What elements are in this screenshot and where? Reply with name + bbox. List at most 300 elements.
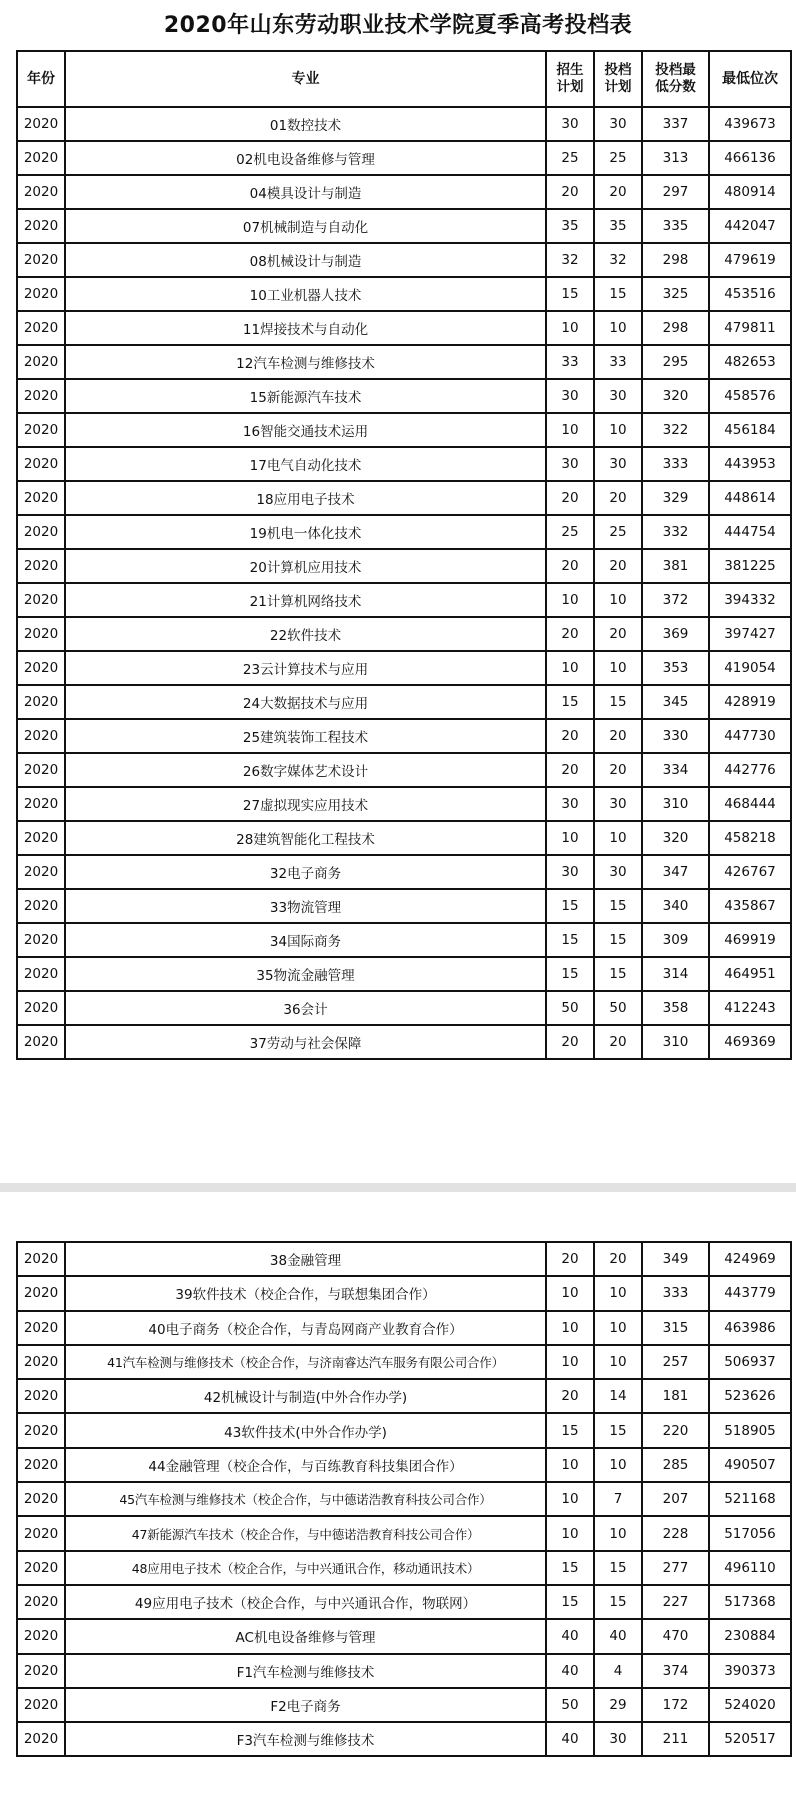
cell-plan-submit: 10 <box>594 1345 642 1379</box>
cell-min-rank: 419054 <box>709 651 791 685</box>
page-title: 2020年山东劳动职业技术学院夏季高考投档表 <box>163 13 633 38</box>
cell-major: 08机械设计与制造 <box>65 243 546 277</box>
cell-year: 2020 <box>17 277 65 311</box>
header-major: 专业 <box>65 51 546 107</box>
cell-min-rank: 442776 <box>709 753 791 787</box>
cell-major: 02机电设备维修与管理 <box>65 141 546 175</box>
table-row <box>17 685 791 719</box>
cell-min-score: 320 <box>642 379 709 413</box>
cell-plan-submit: 15 <box>594 923 642 957</box>
cell-major: 11焊接技术与自动化 <box>65 311 546 345</box>
cell-plan-enroll: 40 <box>546 1654 594 1688</box>
cell-plan-enroll: 10 <box>546 1276 594 1310</box>
header-min-score-line1: 投档最 <box>655 62 696 78</box>
cell-major: 16智能交通技术运用 <box>65 413 546 447</box>
table-row <box>17 175 791 209</box>
cell-plan-enroll: 20 <box>546 549 594 583</box>
cell-year: 2020 <box>17 821 65 855</box>
cell-plan-enroll: 30 <box>546 107 594 141</box>
cell-min-score: 332 <box>642 515 709 549</box>
cell-plan-submit: 33 <box>594 345 642 379</box>
cell-min-score: 340 <box>642 889 709 923</box>
cell-min-rank: 517056 <box>709 1516 791 1550</box>
cell-year: 2020 <box>17 141 65 175</box>
cell-year: 2020 <box>17 719 65 753</box>
cell-major: 23云计算技术与应用 <box>65 651 546 685</box>
cell-min-score: 330 <box>642 719 709 753</box>
cell-year: 2020 <box>17 1413 65 1447</box>
table-row <box>17 1276 791 1310</box>
cell-min-score: 257 <box>642 1345 709 1379</box>
cell-plan-submit: 10 <box>594 413 642 447</box>
table-row <box>17 821 791 855</box>
cell-plan-submit: 20 <box>594 1242 642 1276</box>
cell-min-score: 372 <box>642 583 709 617</box>
cell-min-score: 345 <box>642 685 709 719</box>
cell-major: 12汽车检测与维修技术 <box>65 345 546 379</box>
cell-plan-enroll: 20 <box>546 1025 594 1059</box>
table-row <box>17 1619 791 1653</box>
cell-plan-enroll: 50 <box>546 1688 594 1722</box>
cell-min-score: 298 <box>642 311 709 345</box>
cell-min-rank: 479811 <box>709 311 791 345</box>
cell-year: 2020 <box>17 447 65 481</box>
table-row <box>17 1448 791 1482</box>
table-row <box>17 1242 791 1276</box>
cell-year: 2020 <box>17 345 65 379</box>
cell-plan-enroll: 15 <box>546 277 594 311</box>
cell-major: F1汽车检测与维修技术 <box>65 1654 546 1688</box>
cell-year: 2020 <box>17 583 65 617</box>
cell-year: 2020 <box>17 889 65 923</box>
cell-min-rank: 424969 <box>709 1242 791 1276</box>
cell-major: 01数控技术 <box>65 107 546 141</box>
table-row <box>17 1345 791 1379</box>
cell-min-rank: 490507 <box>709 1448 791 1482</box>
cell-major: 36会计 <box>65 991 546 1025</box>
cell-plan-submit: 25 <box>594 141 642 175</box>
cell-year: 2020 <box>17 1619 65 1653</box>
cell-year: 2020 <box>17 107 65 141</box>
table-row <box>17 583 791 617</box>
cell-min-score: 347 <box>642 855 709 889</box>
cell-min-score: 309 <box>642 923 709 957</box>
cell-major: 33物流管理 <box>65 889 546 923</box>
cell-plan-submit: 15 <box>594 957 642 991</box>
table-row <box>17 549 791 583</box>
table-header-row <box>17 51 791 107</box>
cell-major: 45汽车检测与维修技术（校企合作，与中德诺浩教育科技公司合作） <box>65 1482 546 1516</box>
cell-min-score: 334 <box>642 753 709 787</box>
cell-min-score: 335 <box>642 209 709 243</box>
cell-year: 2020 <box>17 855 65 889</box>
cell-plan-submit: 15 <box>594 685 642 719</box>
page-separator <box>0 1183 796 1192</box>
cell-plan-submit: 20 <box>594 753 642 787</box>
cell-plan-submit: 40 <box>594 1619 642 1653</box>
cell-min-score: 358 <box>642 991 709 1025</box>
cell-plan-enroll: 15 <box>546 685 594 719</box>
cell-min-score: 325 <box>642 277 709 311</box>
header-plan-submit-line2: 计划 <box>604 79 632 95</box>
header-year: 年份 <box>17 51 65 107</box>
cell-year: 2020 <box>17 923 65 957</box>
cell-min-rank: 463986 <box>709 1311 791 1345</box>
cell-year: 2020 <box>17 243 65 277</box>
cell-min-rank: 381225 <box>709 549 791 583</box>
cell-plan-submit: 20 <box>594 481 642 515</box>
header-min-score <box>642 51 709 107</box>
header-plan-submit <box>594 51 642 107</box>
cell-plan-enroll: 10 <box>546 1345 594 1379</box>
table-body-page-1 <box>17 107 791 1059</box>
cell-plan-submit: 20 <box>594 617 642 651</box>
cell-major: 38金融管理 <box>65 1242 546 1276</box>
cell-min-score: 298 <box>642 243 709 277</box>
table-row <box>17 753 791 787</box>
cell-year: 2020 <box>17 1379 65 1413</box>
cell-plan-submit: 29 <box>594 1688 642 1722</box>
table-row <box>17 413 791 447</box>
cell-plan-enroll: 40 <box>546 1722 594 1756</box>
cell-year: 2020 <box>17 1276 65 1310</box>
header-min-rank: 最低位次 <box>709 51 791 107</box>
cell-plan-enroll: 15 <box>546 1413 594 1447</box>
cell-min-rank: 523626 <box>709 1379 791 1413</box>
table-row <box>17 889 791 923</box>
cell-major: 44金融管理（校企合作，与百练教育科技集团合作） <box>65 1448 546 1482</box>
cell-major: 43软件技术(中外合作办学) <box>65 1413 546 1447</box>
table-row <box>17 855 791 889</box>
cell-plan-enroll: 10 <box>546 583 594 617</box>
cell-plan-submit: 20 <box>594 719 642 753</box>
cell-year: 2020 <box>17 175 65 209</box>
cell-year: 2020 <box>17 753 65 787</box>
table-row <box>17 1551 791 1585</box>
cell-major: 48应用电子技术（校企合作，与中兴通讯合作，移动通讯技术） <box>65 1551 546 1585</box>
cell-year: 2020 <box>17 651 65 685</box>
cell-major: 47新能源汽车技术（校企合作，与中德诺浩教育科技公司合作） <box>65 1516 546 1550</box>
table-row <box>17 991 791 1025</box>
cell-year: 2020 <box>17 311 65 345</box>
cell-major: 37劳动与社会保障 <box>65 1025 546 1059</box>
cell-plan-enroll: 30 <box>546 787 594 821</box>
cell-major: 35物流金融管理 <box>65 957 546 991</box>
table-row <box>17 1413 791 1447</box>
cell-year: 2020 <box>17 549 65 583</box>
cell-plan-enroll: 20 <box>546 617 594 651</box>
cell-major: F2电子商务 <box>65 1688 546 1722</box>
cell-min-score: 329 <box>642 481 709 515</box>
cell-year: 2020 <box>17 1242 65 1276</box>
cell-min-rank: 479619 <box>709 243 791 277</box>
cell-min-rank: 426767 <box>709 855 791 889</box>
cell-plan-submit: 15 <box>594 889 642 923</box>
cell-min-rank: 428919 <box>709 685 791 719</box>
cell-plan-enroll: 50 <box>546 991 594 1025</box>
cell-plan-enroll: 10 <box>546 651 594 685</box>
admission-table-page-2 <box>16 1241 792 1757</box>
cell-min-score: 227 <box>642 1585 709 1619</box>
table-row <box>17 141 791 175</box>
table-row <box>17 1516 791 1550</box>
table-row <box>17 379 791 413</box>
cell-min-score: 333 <box>642 447 709 481</box>
table-row <box>17 1722 791 1756</box>
cell-major: 04模具设计与制造 <box>65 175 546 209</box>
cell-min-rank: 439673 <box>709 107 791 141</box>
cell-min-rank: 443953 <box>709 447 791 481</box>
table-row <box>17 1688 791 1722</box>
cell-year: 2020 <box>17 685 65 719</box>
cell-plan-submit: 15 <box>594 1585 642 1619</box>
cell-major: 25建筑装饰工程技术 <box>65 719 546 753</box>
cell-min-rank: 435867 <box>709 889 791 923</box>
cell-min-rank: 468444 <box>709 787 791 821</box>
cell-year: 2020 <box>17 991 65 1025</box>
cell-major: 19机电一体化技术 <box>65 515 546 549</box>
table-row <box>17 957 791 991</box>
cell-min-rank: 466136 <box>709 141 791 175</box>
cell-min-score: 313 <box>642 141 709 175</box>
cell-plan-enroll: 33 <box>546 345 594 379</box>
cell-min-score: 333 <box>642 1276 709 1310</box>
cell-plan-enroll: 15 <box>546 1585 594 1619</box>
table-row <box>17 1025 791 1059</box>
cell-plan-enroll: 10 <box>546 413 594 447</box>
cell-plan-enroll: 15 <box>546 957 594 991</box>
cell-year: 2020 <box>17 787 65 821</box>
table-row <box>17 447 791 481</box>
cell-min-score: 211 <box>642 1722 709 1756</box>
cell-min-score: 337 <box>642 107 709 141</box>
cell-min-score: 228 <box>642 1516 709 1550</box>
cell-plan-submit: 10 <box>594 311 642 345</box>
table-row <box>17 1311 791 1345</box>
table-row <box>17 787 791 821</box>
cell-min-rank: 496110 <box>709 1551 791 1585</box>
cell-min-rank: 456184 <box>709 413 791 447</box>
cell-min-rank: 453516 <box>709 277 791 311</box>
cell-min-score: 349 <box>642 1242 709 1276</box>
cell-plan-enroll: 20 <box>546 719 594 753</box>
cell-plan-enroll: 20 <box>546 753 594 787</box>
cell-plan-enroll: 30 <box>546 855 594 889</box>
cell-major: 34国际商务 <box>65 923 546 957</box>
cell-min-score: 381 <box>642 549 709 583</box>
cell-min-score: 320 <box>642 821 709 855</box>
cell-year: 2020 <box>17 1654 65 1688</box>
cell-plan-submit: 20 <box>594 1025 642 1059</box>
cell-min-rank: 480914 <box>709 175 791 209</box>
cell-plan-submit: 30 <box>594 107 642 141</box>
cell-major: 32电子商务 <box>65 855 546 889</box>
cell-min-rank: 394332 <box>709 583 791 617</box>
cell-min-rank: 447730 <box>709 719 791 753</box>
cell-year: 2020 <box>17 957 65 991</box>
cell-min-score: 470 <box>642 1619 709 1653</box>
cell-major: 40电子商务（校企合作，与青岛网商产业教育合作） <box>65 1311 546 1345</box>
cell-plan-enroll: 30 <box>546 447 594 481</box>
cell-min-rank: 517368 <box>709 1585 791 1619</box>
cell-major: 17电气自动化技术 <box>65 447 546 481</box>
header-plan-enroll <box>546 51 594 107</box>
cell-min-rank: 442047 <box>709 209 791 243</box>
cell-min-score: 310 <box>642 1025 709 1059</box>
cell-min-score: 285 <box>642 1448 709 1482</box>
cell-min-score: 295 <box>642 345 709 379</box>
cell-major: 15新能源汽车技术 <box>65 379 546 413</box>
cell-plan-enroll: 15 <box>546 889 594 923</box>
cell-min-rank: 458218 <box>709 821 791 855</box>
cell-min-score: 314 <box>642 957 709 991</box>
cell-plan-enroll: 20 <box>546 175 594 209</box>
table-row <box>17 1585 791 1619</box>
cell-min-rank: 518905 <box>709 1413 791 1447</box>
cell-major: AC机电设备维修与管理 <box>65 1619 546 1653</box>
cell-plan-enroll: 25 <box>546 141 594 175</box>
cell-plan-enroll: 20 <box>546 481 594 515</box>
cell-year: 2020 <box>17 1025 65 1059</box>
table-row <box>17 1482 791 1516</box>
cell-min-score: 220 <box>642 1413 709 1447</box>
cell-plan-submit: 20 <box>594 549 642 583</box>
cell-plan-submit: 15 <box>594 277 642 311</box>
cell-min-rank: 469369 <box>709 1025 791 1059</box>
cell-major: 24大数据技术与应用 <box>65 685 546 719</box>
cell-plan-submit: 50 <box>594 991 642 1025</box>
cell-min-score: 277 <box>642 1551 709 1585</box>
cell-year: 2020 <box>17 1722 65 1756</box>
cell-plan-submit: 35 <box>594 209 642 243</box>
cell-plan-enroll: 10 <box>546 1516 594 1550</box>
cell-plan-submit: 10 <box>594 1276 642 1310</box>
header-plan-submit-line1: 投档 <box>604 62 632 78</box>
cell-plan-enroll: 30 <box>546 379 594 413</box>
table-row <box>17 209 791 243</box>
table-row <box>17 651 791 685</box>
cell-major: F3汽车检测与维修技术 <box>65 1722 546 1756</box>
cell-year: 2020 <box>17 1345 65 1379</box>
cell-min-rank: 230884 <box>709 1619 791 1653</box>
cell-plan-submit: 7 <box>594 1482 642 1516</box>
cell-min-score: 172 <box>642 1688 709 1722</box>
cell-year: 2020 <box>17 379 65 413</box>
cell-min-score: 297 <box>642 175 709 209</box>
cell-plan-submit: 10 <box>594 583 642 617</box>
cell-plan-submit: 30 <box>594 787 642 821</box>
table-row <box>17 617 791 651</box>
table-row <box>17 923 791 957</box>
table-row <box>17 481 791 515</box>
cell-plan-submit: 14 <box>594 1379 642 1413</box>
table-row <box>17 719 791 753</box>
cell-plan-submit: 10 <box>594 651 642 685</box>
cell-year: 2020 <box>17 1688 65 1722</box>
cell-plan-enroll: 10 <box>546 1448 594 1482</box>
cell-min-rank: 506937 <box>709 1345 791 1379</box>
cell-plan-enroll: 20 <box>546 1242 594 1276</box>
cell-year: 2020 <box>17 1585 65 1619</box>
cell-major: 10工业机器人技术 <box>65 277 546 311</box>
admission-table-page-1 <box>16 50 792 1060</box>
cell-min-score: 310 <box>642 787 709 821</box>
cell-plan-enroll: 10 <box>546 311 594 345</box>
table-row <box>17 1379 791 1413</box>
table-row <box>17 277 791 311</box>
cell-min-score: 374 <box>642 1654 709 1688</box>
cell-year: 2020 <box>17 515 65 549</box>
cell-min-score: 207 <box>642 1482 709 1516</box>
cell-plan-enroll: 15 <box>546 1551 594 1585</box>
cell-major: 07机械制造与自动化 <box>65 209 546 243</box>
cell-min-rank: 482653 <box>709 345 791 379</box>
cell-plan-submit: 4 <box>594 1654 642 1688</box>
cell-min-rank: 444754 <box>709 515 791 549</box>
cell-plan-enroll: 10 <box>546 1482 594 1516</box>
table-row <box>17 107 791 141</box>
cell-min-score: 322 <box>642 413 709 447</box>
cell-plan-submit: 30 <box>594 379 642 413</box>
cell-major: 22软件技术 <box>65 617 546 651</box>
cell-plan-submit: 10 <box>594 821 642 855</box>
cell-plan-enroll: 35 <box>546 209 594 243</box>
cell-plan-enroll: 32 <box>546 243 594 277</box>
cell-plan-enroll: 15 <box>546 923 594 957</box>
cell-plan-submit: 15 <box>594 1551 642 1585</box>
cell-min-rank: 443779 <box>709 1276 791 1310</box>
cell-plan-submit: 30 <box>594 1722 642 1756</box>
cell-year: 2020 <box>17 413 65 447</box>
header-plan-enroll-line2: 计划 <box>556 79 584 95</box>
cell-plan-enroll: 40 <box>546 1619 594 1653</box>
table-body-page-2 <box>17 1242 791 1756</box>
cell-major: 18应用电子技术 <box>65 481 546 515</box>
cell-plan-enroll: 10 <box>546 1311 594 1345</box>
cell-min-rank: 458576 <box>709 379 791 413</box>
cell-year: 2020 <box>17 1482 65 1516</box>
header-plan-enroll-line1: 招生 <box>556 62 584 78</box>
cell-year: 2020 <box>17 1551 65 1585</box>
cell-plan-submit: 10 <box>594 1448 642 1482</box>
cell-major: 26数字媒体艺术设计 <box>65 753 546 787</box>
header-min-score-line2: 低分数 <box>655 79 696 95</box>
cell-min-rank: 469919 <box>709 923 791 957</box>
cell-year: 2020 <box>17 481 65 515</box>
cell-min-score: 315 <box>642 1311 709 1345</box>
cell-min-rank: 464951 <box>709 957 791 991</box>
table-row <box>17 311 791 345</box>
cell-plan-enroll: 20 <box>546 1379 594 1413</box>
cell-min-score: 181 <box>642 1379 709 1413</box>
table-row <box>17 1654 791 1688</box>
cell-major: 39软件技术（校企合作，与联想集团合作） <box>65 1276 546 1310</box>
cell-year: 2020 <box>17 1516 65 1550</box>
cell-min-rank: 521168 <box>709 1482 791 1516</box>
table-row <box>17 345 791 379</box>
cell-major: 28建筑智能化工程技术 <box>65 821 546 855</box>
cell-min-rank: 524020 <box>709 1688 791 1722</box>
cell-major: 42机械设计与制造(中外合作办学) <box>65 1379 546 1413</box>
cell-major: 49应用电子技术（校企合作，与中兴通讯合作，物联网） <box>65 1585 546 1619</box>
cell-min-score: 369 <box>642 617 709 651</box>
cell-year: 2020 <box>17 617 65 651</box>
cell-plan-submit: 10 <box>594 1516 642 1550</box>
cell-major: 21计算机网络技术 <box>65 583 546 617</box>
table-row <box>17 515 791 549</box>
cell-plan-enroll: 25 <box>546 515 594 549</box>
cell-plan-submit: 10 <box>594 1311 642 1345</box>
